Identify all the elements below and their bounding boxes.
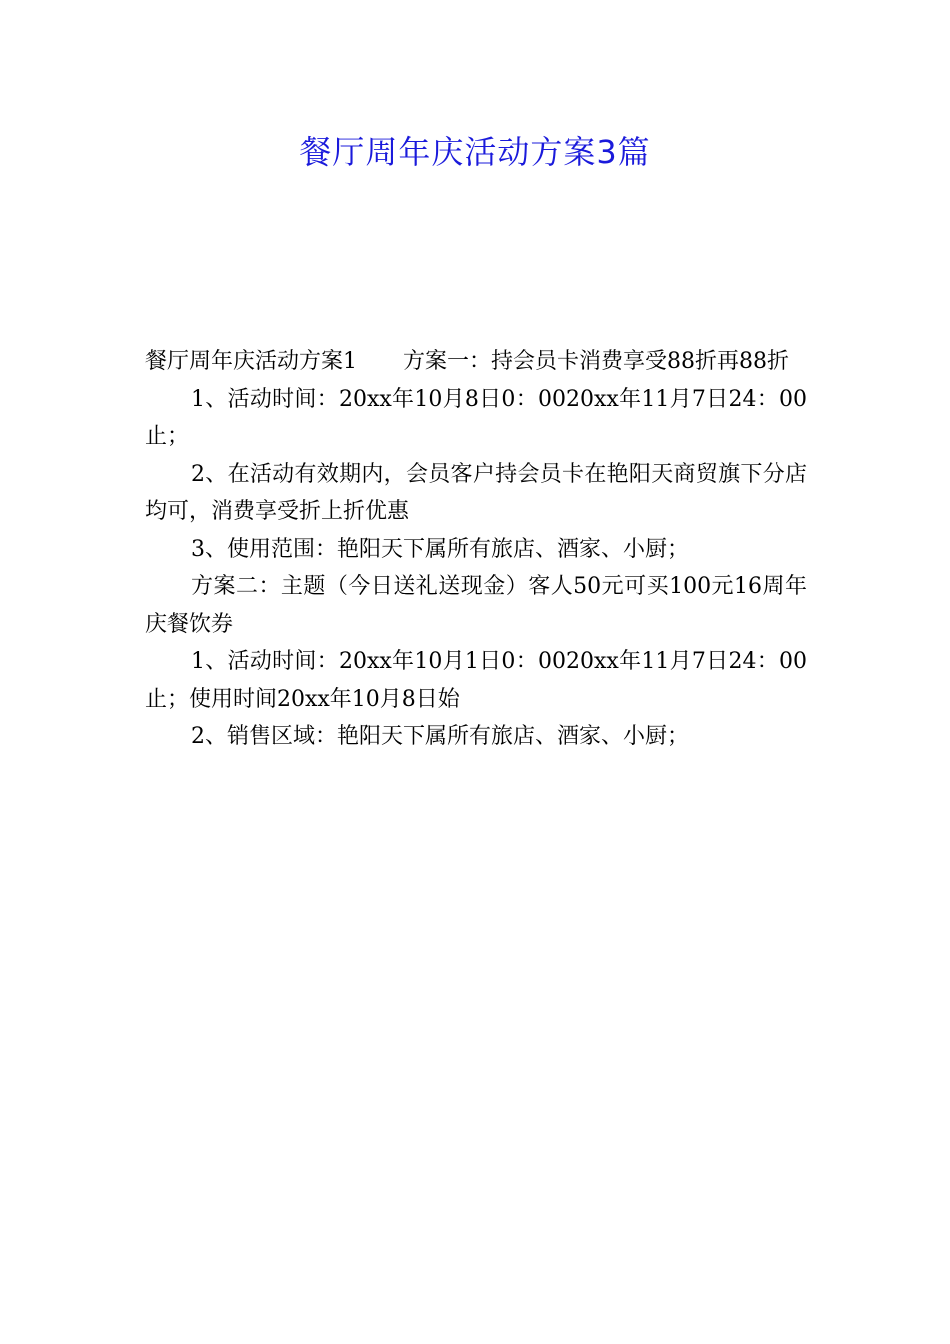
document-body	[145, 343, 807, 756]
intro-text: 方案一：持会员卡消费享受88折再88折	[403, 349, 789, 374]
document-title: 餐厅周年庆活动方案3篇	[299, 133, 651, 171]
paragraph-5: 1、活动时间：20xx年10月1日0：0020xx年11月7日24：00止；使用时间20xx年10月8日始	[145, 649, 807, 712]
paragraph-6: 2、销售区域：艳阳天下属所有旅店、酒家、小厨；	[191, 724, 689, 749]
paragraph-2: 2、在活动有效期内，会员客户持会员卡在艳阳天商贸旗下分店均可，消费享受折上折优惠	[145, 461, 807, 524]
intro-heading: 餐厅周年庆活动方案1	[145, 349, 357, 374]
intro-paragraph	[145, 343, 807, 381]
paragraph-1: 1、活动时间：20xx年10月8日0：0020xx年11月7日24：00止；	[145, 386, 807, 449]
paragraph-3: 3、使用范围：艳阳天下属所有旅店、酒家、小厨；	[191, 536, 689, 562]
paragraph-4: 方案二：主题（今日送礼送现金）客人50元可买100元16周年庆餐饮券	[145, 574, 807, 637]
